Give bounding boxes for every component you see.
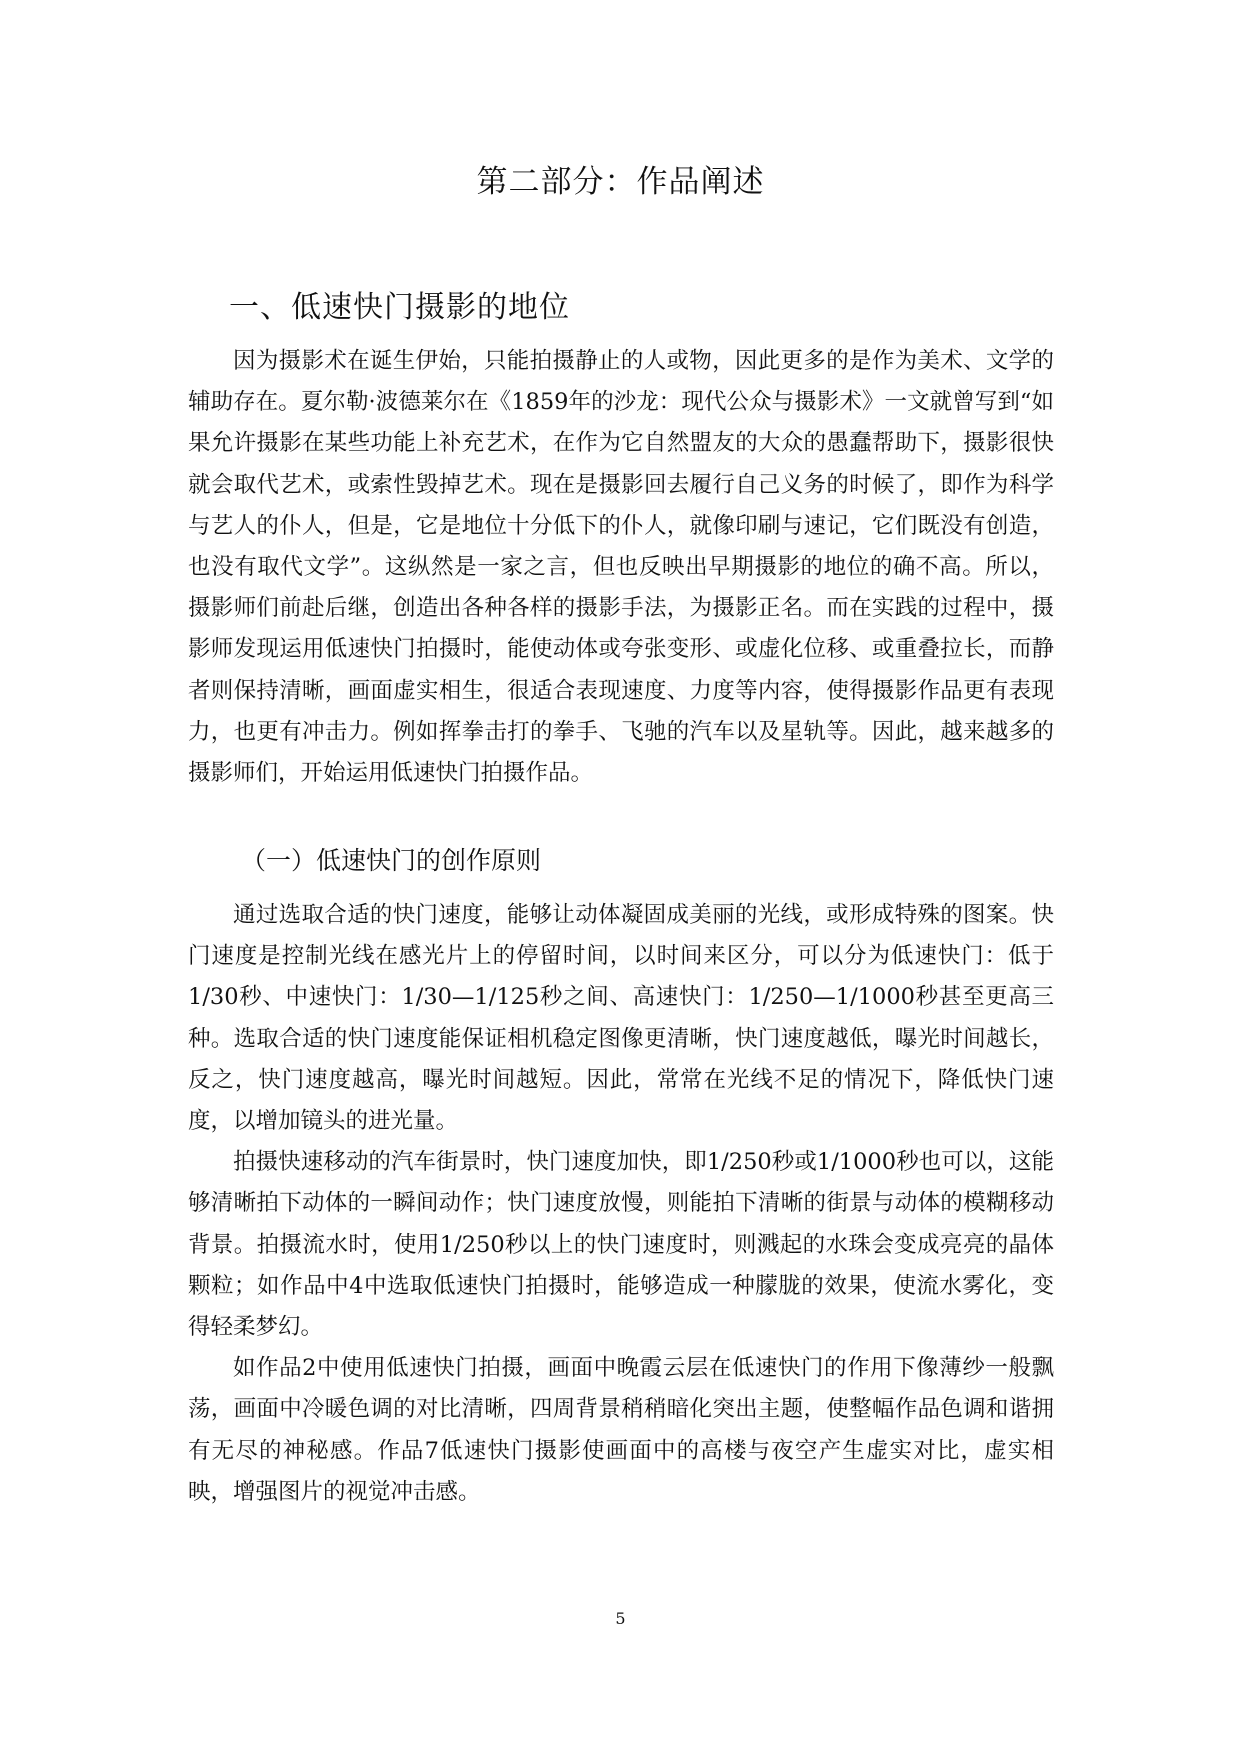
part-title: 第二部分：作品阐述 bbox=[476, 164, 765, 200]
body-paragraph: 通过选取合适的快门速度，能够让动体凝固成美丽的光线，或形成特殊的图案。快门速度是控制光线在感光片上的停留时间，以时间来区分，可以分为低速快门：低于1/30秒、中速快门：1/30—1/125秒之间、高速快门：1/250—1/1000秒甚至更高三种。选取合适的快门速度能保证相机稳定图像更清晰，快门速度越低，曝光时间越长，反之，快门速度越高，曝光时间越短。因此，常常在光线不足的情况下，降低快门速度，以增加镜头的进光量。 bbox=[188, 902, 1054, 1135]
page-number: 5 bbox=[615, 1609, 626, 1628]
section-body bbox=[188, 341, 1054, 794]
body-paragraph: 拍摄快速移动的汽车街景时，快门速度加快，即1/250秒或1/1000秒也可以，这能够清晰拍下动体的一瞬间动作；快门速度放慢，则能拍下清晰的街景与动体的模糊移动背景。拍摄流水时，使用1/250秒以上的快门速度时，则溅起的水珠会变成亮亮的晶体颗粒；如作品中4中选取低速快门拍摄时，能够造成一种朦胧的效果，使流水雾化，变得轻柔梦幻。 bbox=[188, 1149, 1054, 1341]
section-title: 一、低速快门摄影的地位 bbox=[229, 290, 570, 325]
subsection-body bbox=[188, 895, 1054, 1513]
body-paragraph: 如作品2中使用低速快门拍摄，画面中晚霞云层在低速快门的作用下像薄纱一般飘荡，画面中冷暖色调的对比清晰，四周背景稍稍暗化突出主题，使整幅作品色调和谐拥有无尽的神秘感。作品7低速快门摄影使画面中的高楼与夜空产生虚实对比，虚实相映，增强图片的视觉冲击感。 bbox=[188, 1355, 1054, 1505]
subsection-title: （一）低速快门的创作原则 bbox=[241, 846, 542, 875]
body-paragraph: 因为摄影术在诞生伊始，只能拍摄静止的人或物，因此更多的是作为美术、文学的辅助存在。夏尔勒·波德莱尔在《1859年的沙龙：现代公众与摄影术》一文就曾写到“如果允许摄影在某些功能上补充艺术，在作为它自然盟友的大众的愚蠢帮助下，摄影很快就会取代艺术，或索性毁掉艺术。现在是摄影回去履行自己义务的时候了，即作为科学与艺人的仆人，但是，它是地位十分低下的仆人，就像印刷与速记，它们既没有创造，也没有取代文学”。这纵然是一家之言，但也反映出早期摄影的地位的确不高。所以，摄影师们前赴后继，创造出各种各样的摄影手法，为摄影正名。而在实践的过程中，摄影师发现运用低速快门拍摄时，能使动体或夸张变形、或虚化位移、或重叠拉长，而静者则保持清晰，画面虚实相生，很适合表现速度、力度等内容，使得摄影作品更有表现力，也更有冲击力。例如挥拳击打的拳手、飞驰的汽车以及星轨等。因此，越来越多的摄影师们，开始运用低速快门拍摄作品。 bbox=[188, 348, 1054, 787]
